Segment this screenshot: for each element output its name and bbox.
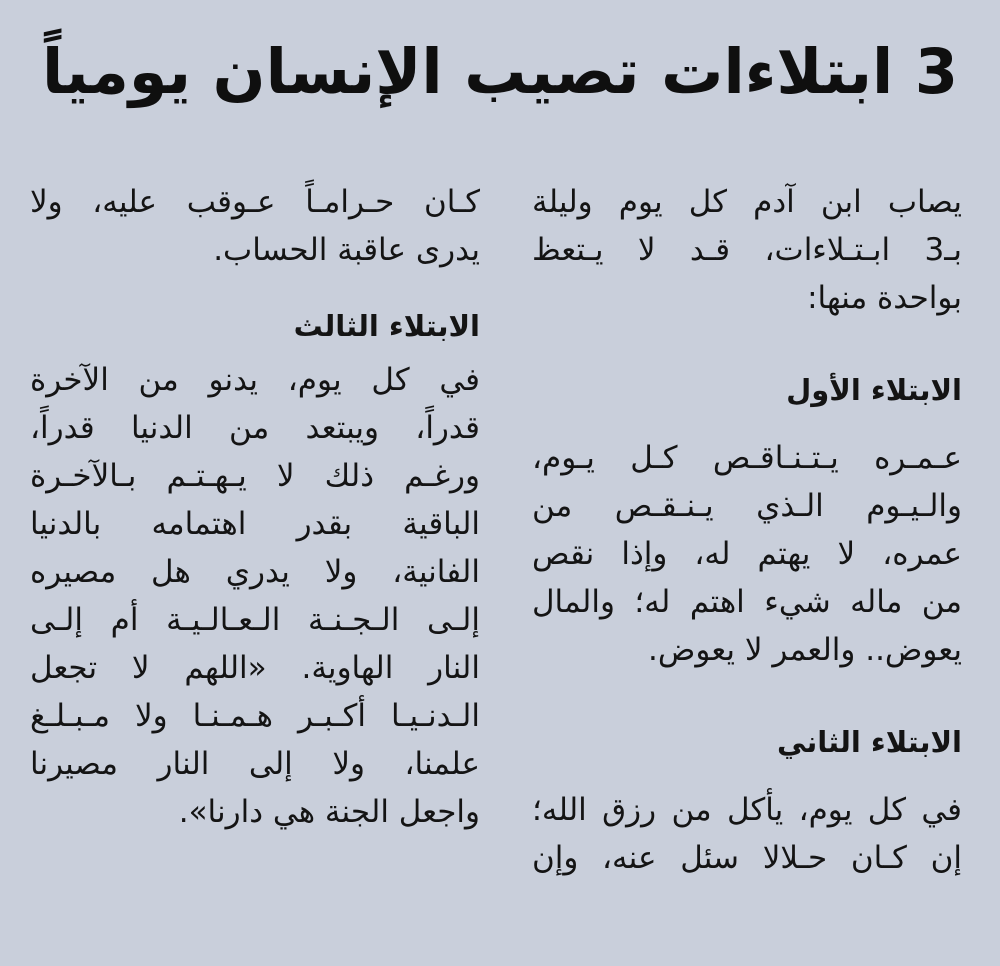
third-body-line: الـدنـيـا أكـبـر هـمـنـا ولا مـبـلـغ <box>30 698 480 734</box>
first-body-line: والـيـوم الـذي يـنـقـص من <box>532 488 962 524</box>
third-body-line: في كل يوم، يدنو من الآخرة <box>30 362 480 398</box>
intro-line: بـ3 ابـتـلاءات، قـد لا يـتعظ <box>532 232 962 268</box>
section-heading-third: الابتلاء الثالث <box>293 309 480 343</box>
intro-line: يصاب ابن آدم كل يوم وليلة <box>532 184 962 220</box>
third-body-line: الفانية، ولا يدري هل مصيره <box>30 554 480 590</box>
third-body-line: علمنا، ولا إلى النار مصيرنا <box>30 746 480 782</box>
first-body-line: عـمـره يـتـنـاقـص كـل يـوم، <box>532 440 962 476</box>
third-body-line: قدراً، ويبتعد من الدنيا قدراً، <box>30 410 480 446</box>
third-body-line: ورغـم ذلك لا يـهـتـم بـالآخـرة <box>30 458 480 494</box>
section-heading-first: الابتلاء الأول <box>786 373 962 407</box>
article-headline: 3 ابتلاءات تصيب الإنسان يومياً <box>41 35 959 108</box>
third-body-line: النار الهاوية. «اللهم لا تجعل <box>30 650 480 686</box>
first-body-line: يعوض.. والعمر لا يعوض. <box>648 632 962 668</box>
continuation-line: كـان حـرامـاً عـوقب عليه، ولا <box>30 184 480 220</box>
intro-line: بواحدة منها: <box>807 280 962 316</box>
third-body-line: إلـى الـجـنـة الـعـالـيـة أم إلـى <box>30 602 480 638</box>
article-column-left <box>30 178 480 836</box>
continuation-line: يدرى عاقبة الحساب. <box>213 232 480 268</box>
first-body-line: عمره، لا يهتم له، وإذا نقص <box>532 536 962 572</box>
second-body-line: في كل يوم، يأكل من رزق الله؛ <box>532 792 962 828</box>
third-body-line: واجعل الجنة هي دارنا». <box>178 794 480 830</box>
section-heading-second: الابتلاء الثاني <box>777 725 962 759</box>
article-column-right <box>532 178 962 882</box>
second-body-line: إن كـان حـلالا سئل عنه، وإن <box>532 840 962 876</box>
third-body-line: الباقية بقدر اهتمامه بالدنيا <box>30 506 480 542</box>
first-body-line: من ماله شيء اهتم له؛ والمال <box>532 584 962 620</box>
